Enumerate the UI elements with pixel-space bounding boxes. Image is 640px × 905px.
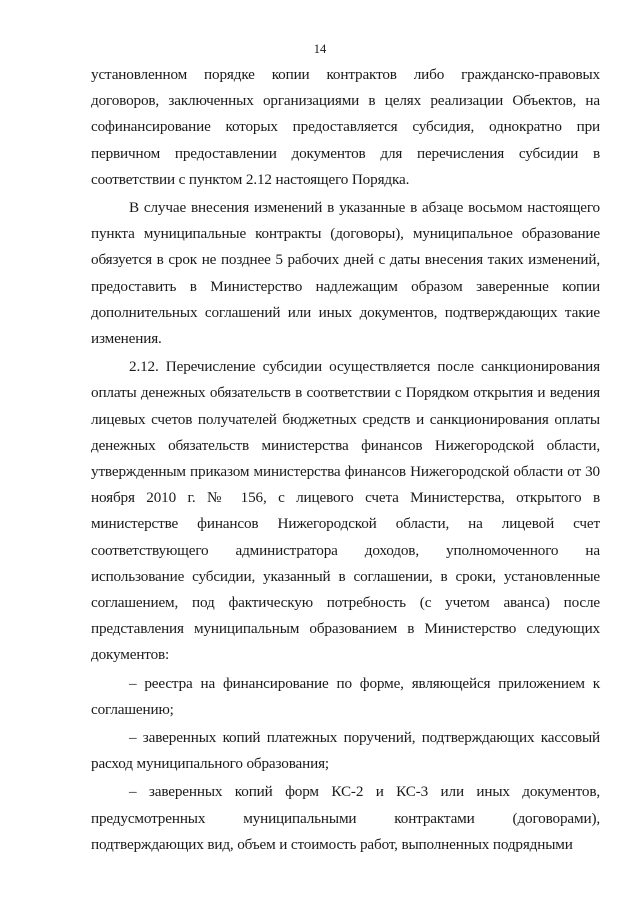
paragraph-contract-copies: установленном порядке копии контрактов либо гражданско-правовых договоров, заключенных организациями в целях реализации Объектов, на софинансирование которых предоставляется субсидия, однократно при первичном предоставлении документов для перечисления субсидии в соответствии с пунктом 2.12 настоящего Порядка. [91, 66, 600, 188]
page-number: 14 [313, 42, 327, 56]
list-item-payment-orders: – заверенных копий платежных поручений, подтверждающих кассовый расход муниципального образования; [91, 729, 600, 773]
list-item-ks-forms: – заверенных копий форм КС-2 и КС-3 или иных документов, предусмотренных муниципальными контрактами (договорами), подтверждающих вид, объем и стоимость работ, выполненных подрядными [91, 783, 600, 853]
paragraph-contract-changes: В случае внесения изменений в указанные в абзаце восьмом настоящего пункта муниципальные контракты (договоры), муниципальное образование обязуется в срок не позднее 5 рабочих дней с даты внесения таких изменений, предоставить в Министерство надлежащим образом заверенные копии дополнительных соглашений или иных документов, подтверждающих такие изменения. [91, 199, 600, 348]
paragraph-subsidy-transfer: 2.12. Перечисление субсидии осуществляется после санкционирования оплаты денежных обязательств в соответствии с Порядком открытия и ведения лицевых счетов получателей бюджетных средств и санкционирования оплаты денежных обязательств министерства финансов Нижегородской области, утвержденным приказом министерства финансов Нижегородской области от 30 ноября 2010 г. № 156, с лицевого счета Министерства, открытого в министерстве финансов Нижегородской области, на лицевой счет соответствующего администратора доходов, уполномоченного на использование субсидии, указанный в соглашении, в сроки, установленные соглашением, под фактическую потребность (с учетом аванса) после представления муниципальным образованием в Министерство следующих документов: [91, 358, 600, 664]
list-item-financing-register: – реестра на финансирование по форме, являющейся приложением к соглашению; [91, 674, 600, 718]
body-text [91, 62, 600, 858]
